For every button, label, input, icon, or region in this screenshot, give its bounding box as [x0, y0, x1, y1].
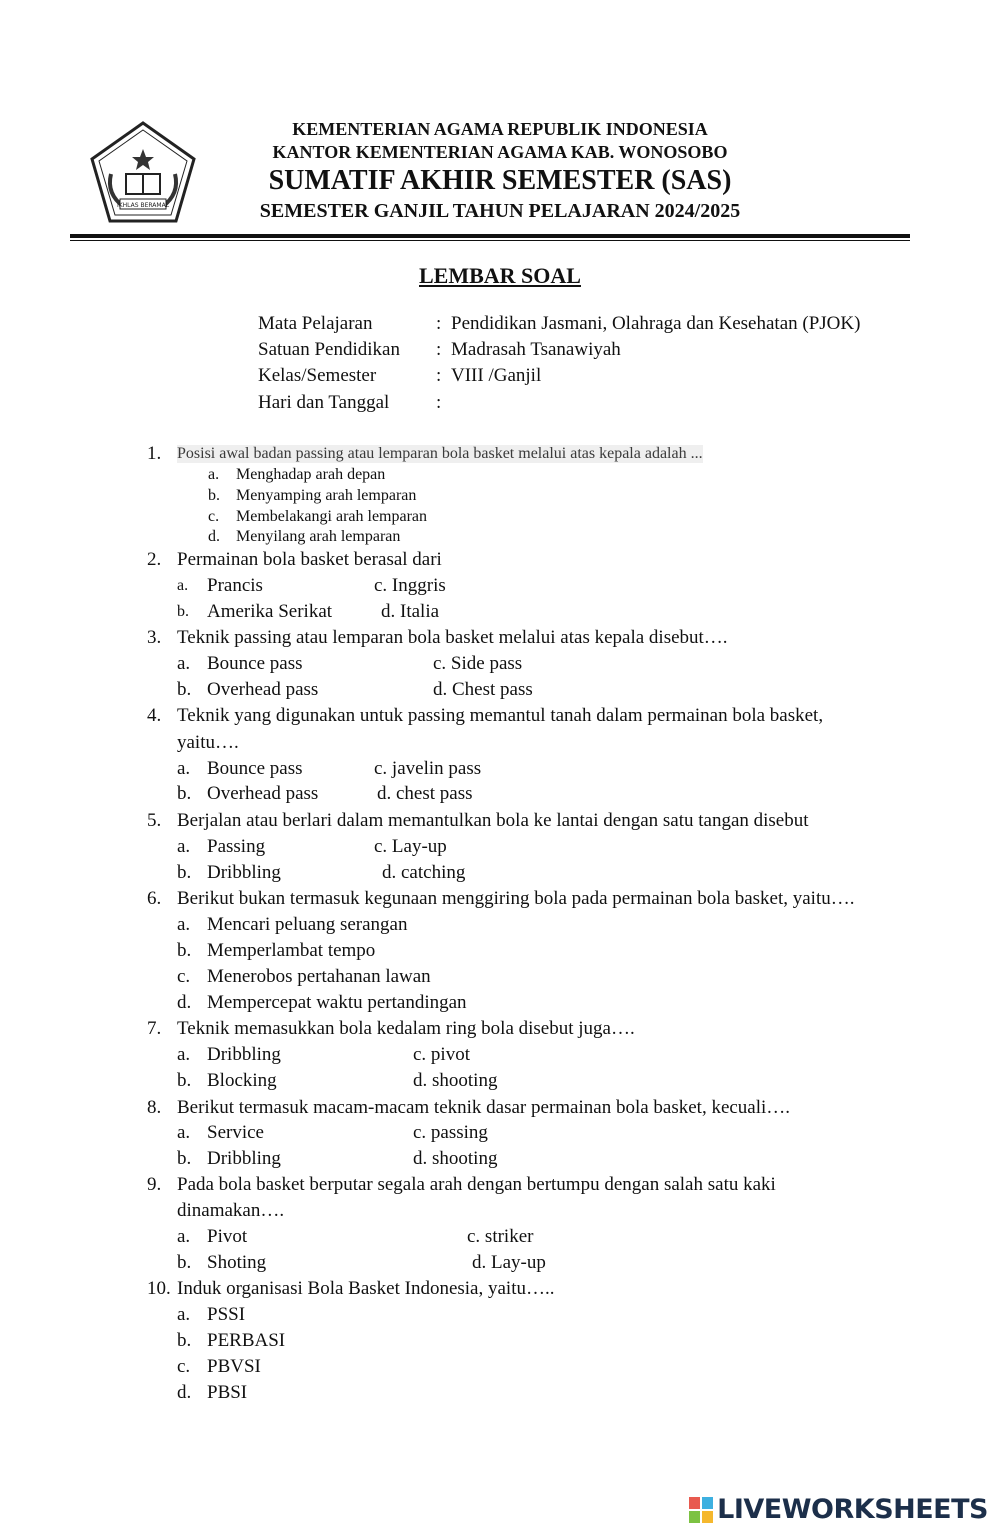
option-letter: a.: [177, 1226, 191, 1247]
info-value-school: Madrasah Tsanawiyah: [451, 339, 621, 360]
option-letter: b.: [208, 487, 220, 504]
option-text[interactable]: PBVSI: [207, 1356, 261, 1377]
option-letter: a.: [177, 1044, 191, 1065]
header-divider: [70, 234, 910, 238]
header-ministry: KEMENTERIAN AGAMA REPUBLIK INDONESIA: [292, 119, 708, 139]
page-title: LEMBAR SOAL: [419, 263, 581, 288]
question-number: 3.: [147, 627, 162, 648]
question-text-continued: dinamakan….: [177, 1200, 285, 1221]
option-text[interactable]: Menghadap arah depan: [236, 466, 386, 483]
option-text[interactable]: d. Italia: [381, 601, 440, 622]
option-letter: c.: [177, 1356, 191, 1377]
liveworksheets-text: LIVEWORKSHEETS: [717, 1494, 988, 1525]
option-text[interactable]: Dribbling: [207, 1148, 281, 1169]
question-text: Teknik yang digunakan untuk passing memantul tanah dalam permainan bola basket,: [177, 705, 824, 726]
question-text: Berjalan atau berlari dalam memantulkan bola ke lantai dengan satu tangan disebut: [177, 810, 809, 831]
option-text[interactable]: Bounce pass: [207, 758, 303, 779]
option-text[interactable]: Overhead pass: [207, 783, 319, 804]
option-text[interactable]: c. pivot: [413, 1044, 470, 1065]
question-text-continued: yaitu….: [177, 732, 239, 753]
liveworksheets-logo-icon: [689, 1497, 713, 1523]
question-text: Posisi awal badan passing atau lemparan bola basket melalui atas kepala adalah ...: [177, 445, 703, 462]
header-office: KANTOR KEMENTERIAN AGAMA KAB. WONOSOBO: [272, 142, 728, 162]
option-text[interactable]: c. Side pass: [433, 653, 523, 674]
option-letter: b.: [177, 1070, 192, 1091]
option-text[interactable]: Dribbling: [207, 1044, 281, 1065]
question-number: 9.: [147, 1174, 162, 1195]
option-text[interactable]: d. catching: [382, 862, 466, 883]
header-exam-title: SUMATIF AKHIR SEMESTER (SAS): [268, 165, 732, 196]
option-text[interactable]: Shoting: [207, 1252, 267, 1273]
option-text[interactable]: PBSI: [207, 1382, 248, 1403]
option-letter: c.: [208, 508, 220, 525]
option-letter: b.: [177, 1330, 192, 1351]
option-text[interactable]: d. shooting: [413, 1070, 498, 1091]
info-sep: :: [436, 392, 442, 413]
option-letter: a.: [177, 914, 191, 935]
question-text: Permainan bola basket berasal dari: [177, 549, 442, 570]
option-letter: b.: [177, 940, 192, 961]
option-letter: d.: [177, 1382, 192, 1403]
option-letter: b.: [177, 862, 192, 883]
option-letter: b.: [177, 1148, 192, 1169]
option-text[interactable]: Menerobos pertahanan lawan: [207, 966, 431, 987]
option-letter: a.: [177, 1304, 191, 1325]
option-text[interactable]: d. Chest pass: [433, 679, 533, 700]
option-text[interactable]: PSSI: [207, 1304, 246, 1325]
header-semester: SEMESTER GANJIL TAHUN PELAJARAN 2024/2025: [259, 200, 741, 222]
option-letter: a.: [177, 577, 189, 594]
option-letter: a.: [208, 466, 220, 483]
question-number: 10.: [147, 1278, 171, 1299]
option-text[interactable]: Membelakangi arah lemparan: [236, 508, 428, 525]
info-label-class: Kelas/Semester: [258, 365, 377, 386]
info-sep: :: [436, 365, 442, 386]
question-text: Berikut bukan termasuk kegunaan menggiring bola pada permainan bola basket, yaitu….: [177, 888, 855, 909]
option-letter: b.: [177, 783, 192, 804]
header-divider-thin: [70, 240, 910, 241]
option-letter: d.: [208, 528, 220, 545]
info-value-class: VIII /Ganjil: [451, 365, 542, 386]
option-text[interactable]: Pivot: [207, 1226, 248, 1247]
option-text[interactable]: d. Lay-up: [472, 1252, 546, 1273]
question-number: 5.: [147, 810, 162, 831]
option-text[interactable]: Memperlambat tempo: [207, 940, 376, 961]
option-letter: d.: [177, 992, 192, 1013]
option-text[interactable]: Bounce pass: [207, 653, 303, 674]
option-text[interactable]: Menyamping arah lemparan: [236, 487, 417, 504]
info-label-subject: Mata Pelajaran: [258, 313, 373, 334]
option-text[interactable]: Mencari peluang serangan: [207, 914, 408, 935]
question-text: Teknik passing atau lemparan bola basket melalui atas kepala disebut….: [177, 627, 728, 648]
option-letter: b.: [177, 603, 189, 620]
option-text[interactable]: c. Lay-up: [374, 836, 447, 857]
question-text: Pada bola basket berputar segala arah dengan bertumpu dengan salah satu kaki: [177, 1174, 776, 1195]
option-text[interactable]: Menyilang arah lemparan: [236, 528, 401, 545]
question-text: Berikut termasuk macam-macam teknik dasar permainan bola basket, kecuali….: [177, 1097, 791, 1118]
option-text[interactable]: Overhead pass: [207, 679, 319, 700]
logo-caption: IKHLAS BERAMAL: [116, 202, 170, 209]
option-letter: a.: [177, 836, 191, 857]
info-sep: :: [436, 339, 442, 360]
option-text[interactable]: Dribbling: [207, 862, 281, 883]
option-text[interactable]: PERBASI: [207, 1330, 286, 1351]
liveworksheets-watermark: [689, 1494, 988, 1525]
question-number: 1.: [147, 443, 162, 464]
option-text[interactable]: d. shooting: [413, 1148, 498, 1169]
question-number: 2.: [147, 549, 162, 570]
option-text[interactable]: Amerika Serikat: [207, 601, 333, 622]
option-text[interactable]: c. striker: [467, 1226, 534, 1247]
info-label-date: Hari dan Tanggal: [258, 392, 390, 413]
option-letter: b.: [177, 679, 192, 700]
option-text[interactable]: Mempercepat waktu pertandingan: [207, 992, 467, 1013]
info-label-school: Satuan Pendidikan: [258, 339, 400, 360]
info-value-subject: Pendidikan Jasmani, Olahraga dan Kesehatan (PJOK): [451, 313, 861, 334]
info-sep: :: [436, 313, 442, 334]
option-letter: b.: [177, 1252, 192, 1273]
option-text[interactable]: Service: [207, 1122, 264, 1143]
option-letter: c.: [177, 966, 191, 987]
question-number: 8.: [147, 1097, 162, 1118]
question-number: 7.: [147, 1018, 162, 1039]
question-text: Induk organisasi Bola Basket Indonesia, yaitu…..: [177, 1278, 555, 1299]
option-text[interactable]: Passing: [207, 836, 266, 857]
question-number: 4.: [147, 705, 162, 726]
option-text[interactable]: c. passing: [413, 1122, 488, 1143]
option-letter: a.: [177, 1122, 191, 1143]
option-text[interactable]: d. chest pass: [377, 783, 473, 804]
question-number: 6.: [147, 888, 162, 909]
option-letter: a.: [177, 758, 191, 779]
question-text: Teknik memasukkan bola kedalam ring bola disebut juga….: [177, 1018, 635, 1039]
option-text[interactable]: c. Inggris: [374, 575, 446, 596]
option-text[interactable]: Prancis: [207, 575, 263, 596]
option-text[interactable]: Blocking: [207, 1070, 277, 1091]
option-text[interactable]: c. javelin pass: [374, 758, 482, 779]
option-letter: a.: [177, 653, 191, 674]
